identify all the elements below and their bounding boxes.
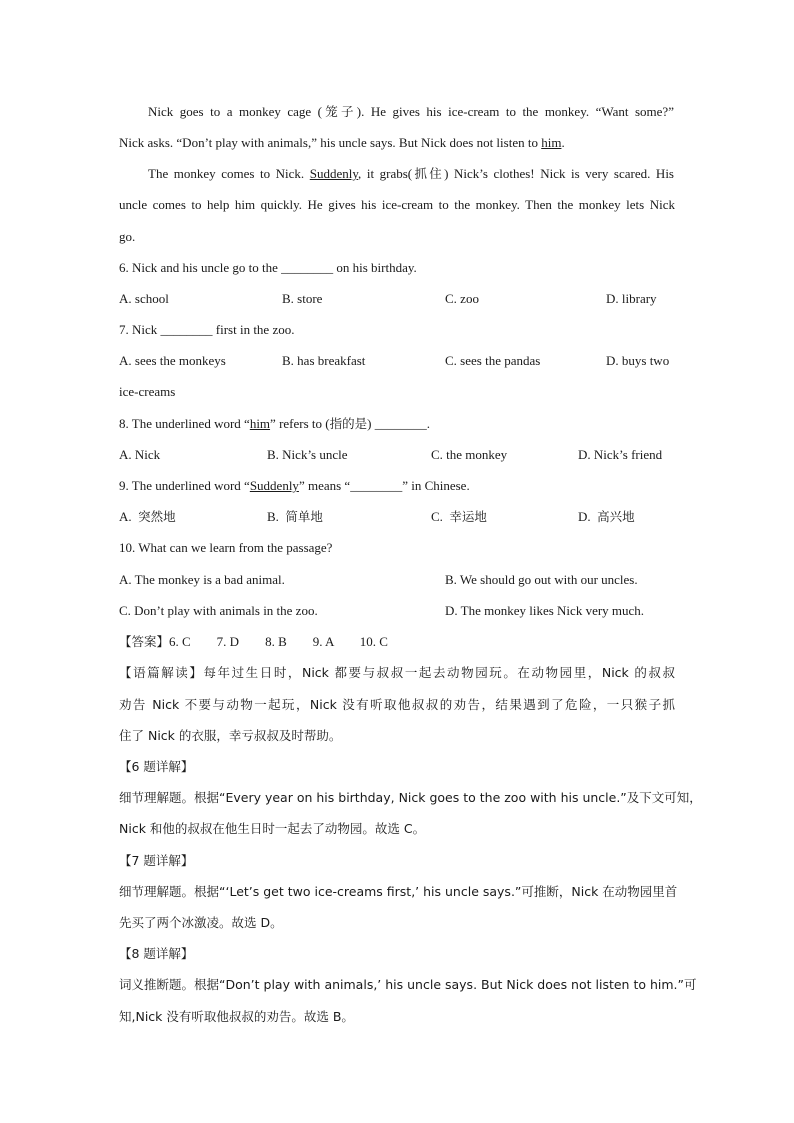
detail-7-line: 细节理解题。根据“‘Let’s get two ice-creams first,’ his uncle says.”可推断，Nick 在动物园里首 — [119, 884, 678, 899]
passage-line — [148, 165, 674, 183]
q9-option-c: C. 幸运地 — [431, 509, 487, 524]
q9-option-b: B. 简单地 — [267, 509, 323, 524]
detail-6-line: Nick 和他的叔叔在他生日时一起去了动物园。故选 C。 — [119, 821, 426, 836]
detail-7-label: 【7 题详解】 — [119, 853, 194, 868]
q8-option-b: B. Nick’s uncle — [267, 447, 348, 462]
detail-7-line: 先买了两个冰激凌。故选 D。 — [119, 915, 283, 930]
answer-text: 6. C 7. D 8. B 9. A 10. C — [169, 634, 388, 649]
question-6-stem: 6. Nick and his uncle go to the ________ on his birthday. — [119, 260, 417, 275]
passage-text: The monkey comes to Nick. — [148, 166, 310, 181]
detail-6-line: 细节理解题。根据“Every year on his birthday, Nick goes to the zoo with his uncle.”及下文可知， — [119, 790, 702, 805]
question-9-stem — [119, 477, 470, 495]
stem-text: ” refers to ( — [270, 416, 330, 431]
detail-8-label: 【8 题详解】 — [119, 946, 194, 961]
q6-option-c: C. zoo — [445, 291, 479, 306]
answer-label: 【答案】 — [119, 634, 170, 649]
question-10-stem: 10. What can we learn from the passage? — [119, 540, 333, 555]
interpretation-line: 【语篇解读】每年过生日时，Nick 都要与叔叔一起去动物园玩。在动物园里，Nick 的叔叔 — [119, 665, 675, 680]
passage-text: , it grabs( — [358, 166, 413, 181]
q7-option-b: B. has breakfast — [282, 353, 366, 368]
underlined-word: Suddenly — [309, 166, 359, 181]
q6-option-a: A. school — [119, 291, 169, 306]
passage-line: go. — [119, 229, 136, 244]
detail-8-line: 知,Nick 没有听取他叔叔的劝告。故选 B。 — [119, 1009, 354, 1024]
passage-line: uncle comes to help him quickly. He gives his ice-cream to the monkey. Then the monkey lets Nick — [119, 197, 675, 212]
question-7-stem: 7. Nick ________ first in the zoo. — [119, 322, 295, 337]
q8-option-c: C. the monkey — [431, 447, 508, 462]
q6-option-d: D. library — [606, 291, 657, 306]
stem-text: ” means “________” in Chinese. — [298, 478, 470, 493]
passage-text: Nick goes to a monkey cage ( — [148, 104, 322, 119]
interpretation-line: 住了 Nick 的衣服，幸亏叔叔及时帮助。 — [119, 728, 342, 743]
stem-text: 9. The underlined word “ — [119, 478, 250, 493]
q7-option-c: C. sees the pandas — [445, 353, 541, 368]
question-8-stem — [119, 415, 430, 433]
passage-line — [148, 103, 674, 121]
q9-option-a: A. 突然地 — [119, 509, 176, 524]
stem-text: 8. The underlined word “ — [119, 416, 250, 431]
passage-text: . — [561, 135, 565, 150]
passage-text: ). He gives his ice-cream to the monkey. “Want some?” — [356, 104, 674, 119]
underlined-word: him — [249, 416, 271, 431]
q7-option-a: A. sees the monkeys — [119, 353, 226, 368]
q10-option-b: B. We should go out with our uncles. — [445, 572, 638, 587]
passage-text: 笼子 — [322, 104, 357, 119]
interpretation-line: 劝告 Nick 不要与动物一起玩，Nick 没有听取他叔叔的劝告，结果遇到了危险，一只猴子抓 — [119, 697, 675, 712]
q6-option-b: B. store — [282, 291, 323, 306]
stem-text: ) ________. — [367, 416, 430, 431]
passage-line — [119, 134, 565, 152]
passage-text: Nick asks. “Don’t play with animals,” his uncle says. But Nick does not listen to — [119, 135, 542, 150]
detail-6-label: 【6 题详解】 — [119, 759, 194, 774]
q8-option-a: A. Nick — [119, 447, 161, 462]
underlined-word: Suddenly — [249, 478, 299, 493]
q9-option-d: D. 高兴地 — [578, 509, 635, 524]
passage-text: 抓住 — [412, 166, 445, 181]
q7-option-d-continued: ice-creams — [119, 384, 176, 399]
q8-option-d: D. Nick’s friend — [578, 447, 663, 462]
q10-option-a: A. The monkey is a bad animal. — [119, 572, 285, 587]
underlined-word: him — [541, 135, 562, 150]
passage-text: ) Nick’s clothes! Nick is very scared. His — [444, 166, 674, 181]
answer-line — [119, 633, 388, 651]
detail-8-line: 词义推断题。根据“Don’t play with animals,’ his uncle says. But Nick does not listen to him.”可 — [119, 977, 697, 992]
q10-option-c: C. Don’t play with animals in the zoo. — [119, 603, 318, 618]
q10-option-d: D. The monkey likes Nick very much. — [445, 603, 645, 618]
stem-text: 指的是 — [329, 416, 368, 431]
q7-option-d: D. buys two — [606, 353, 670, 368]
interpretation-label: 【语篇解读】 — [119, 665, 204, 680]
